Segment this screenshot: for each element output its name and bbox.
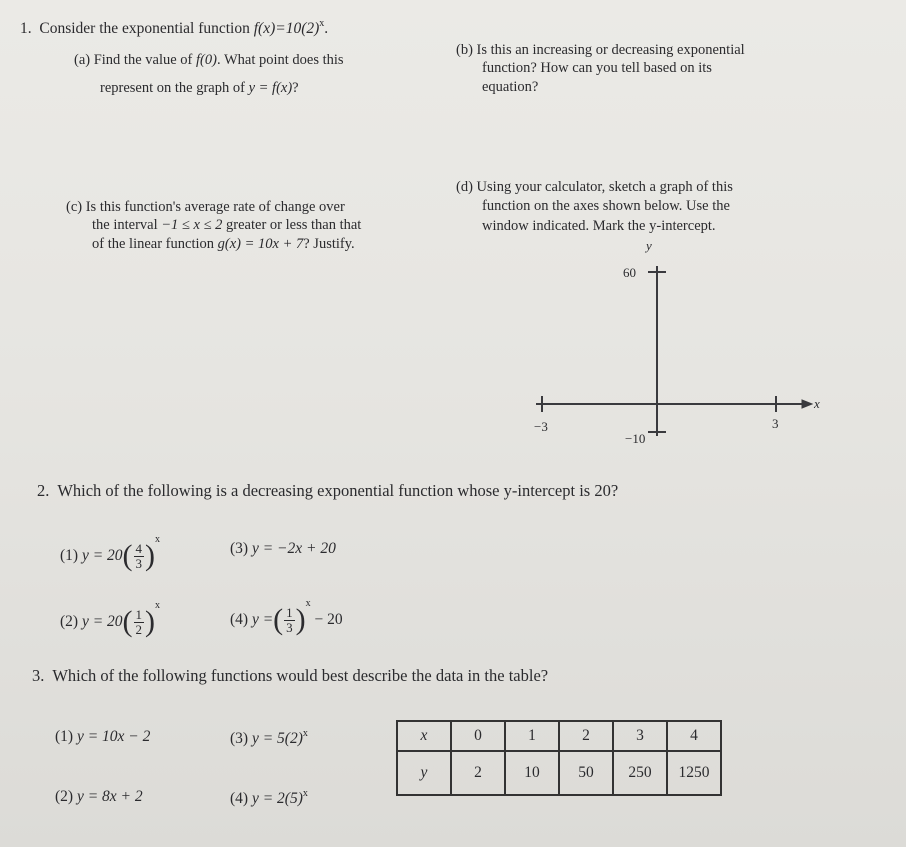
q1a-line1	[74, 52, 344, 69]
q1b-text-1: Is this an increasing or decreasing exponential	[476, 42, 745, 58]
q2-choice-3[interactable]	[230, 540, 336, 558]
q1c-line1	[66, 199, 345, 216]
q1a-qmark: ?	[292, 80, 299, 96]
q2-choice-1[interactable]: (1) y = 20( $\frac{4}{3}$ )$^x$	[60, 534, 161, 573]
q3-choice-3-expr: y = 5(2)	[251, 730, 303, 747]
q3-choice-4-exp: x	[302, 788, 308, 799]
q3-choice-4-expr: y = 2(5)	[251, 790, 303, 807]
y-max-label: 60	[623, 265, 636, 280]
table-cell: 10	[505, 751, 559, 795]
q1d-line3: window indicated. Mark the y-intercept.	[482, 218, 716, 234]
q1a-text-2: . What point does this	[216, 52, 344, 68]
q1d-line2: function on the axes shown below. Use the	[482, 198, 730, 214]
q2-choice-4[interactable]: (4) y =( $\frac{1}{3}$ )$^x$ − 20	[230, 598, 343, 637]
table-cell: 4	[667, 721, 721, 751]
q2-choice-4-num: 1	[286, 605, 293, 621]
q1a-label: (a)	[74, 52, 91, 68]
q1b-line2: function? How can you tell based on its	[482, 60, 712, 76]
q3-choice-3-exp: x	[302, 728, 308, 739]
q2-choice-4-label: (4)	[230, 611, 249, 628]
q1a-text-3: represent on the graph of	[100, 80, 245, 96]
table-cell: 1	[505, 721, 559, 751]
q2-choice-2-den: 2	[135, 621, 143, 637]
q1c-text-3: greater or less than that	[226, 217, 362, 233]
q2-choice-1-fraction	[134, 542, 145, 570]
q2-choice-1-lhs: y = 20	[81, 547, 123, 564]
q2-number: 2.	[37, 481, 50, 500]
q2-choice-4-exp: x	[305, 598, 311, 609]
q1a-f0: f(0)	[196, 52, 217, 68]
q2-question: Which of the following is a decreasing exponential function whose y-intercept is 20?	[57, 481, 619, 500]
q2-choice-2-lhs: y = 20	[81, 613, 123, 630]
q3-choice-2-expr: y = 8x + 2	[76, 788, 143, 805]
q2-choice-1-num: 4	[135, 541, 143, 557]
q1d-axes[interactable]	[520, 236, 830, 452]
table-cell: 0	[451, 721, 505, 751]
q1a-text-1: Find the value of	[93, 52, 193, 68]
q3-choice-4[interactable]	[230, 788, 308, 808]
q1a-line2	[100, 80, 299, 97]
q1-heading: 1. Consider the exponential function $f(x)=10(2)^x$.	[20, 18, 329, 37]
q1d-line1	[456, 179, 733, 196]
q1b-label: (b)	[456, 42, 473, 58]
q2-choice-2-num: 1	[135, 607, 143, 623]
q2-choice-1-den: 3	[135, 555, 143, 571]
q1c-g-function: g(x) = 10x + 7	[217, 236, 304, 252]
table-cell: 2	[451, 751, 505, 795]
table-cell: 250	[613, 751, 667, 795]
q2-heading	[37, 482, 618, 501]
q1b-line3: equation?	[482, 79, 539, 95]
q1c-line2	[92, 217, 361, 234]
table-cell: 3	[613, 721, 667, 751]
q1d-label: (d)	[456, 179, 473, 195]
q2-choice-1-exp: x	[155, 534, 161, 545]
q3-choice-4-label: (4)	[230, 790, 249, 807]
q3-heading	[32, 667, 548, 686]
q3-question: Which of the following functions would best describe the data in the table?	[52, 666, 549, 685]
table-cell: 50	[559, 751, 613, 795]
q3-choice-1-expr: y = 10x − 2	[76, 728, 151, 745]
q3-choice-2-label: (2)	[55, 788, 74, 805]
q3-choice-1[interactable]	[55, 728, 150, 746]
q2-choice-1-label: (1)	[60, 547, 79, 564]
q2-choice-2[interactable]: (2) y = 20( $\frac{1}{2}$ )$^x$	[60, 600, 161, 639]
q1c-text-4: of the linear function	[92, 236, 214, 252]
x-min-label: −3	[534, 419, 548, 434]
x-max-label: 3	[772, 416, 779, 431]
q2-choice-3-label: (3)	[230, 540, 249, 557]
q2-choice-4-rhs: − 20	[314, 611, 343, 628]
q1-function: f(x)=10(2)	[253, 20, 320, 37]
q1d-text-1: Using your calculator, sketch a graph of this	[476, 179, 733, 195]
q1c-line3	[92, 236, 355, 253]
q1c-interval: −1 ≤ x ≤ 2	[161, 217, 223, 233]
x-axis-label: x	[814, 396, 820, 411]
q2-choice-4-fraction	[284, 606, 295, 634]
q2-choice-2-fraction	[134, 608, 145, 636]
y-axis-label: y	[646, 238, 652, 253]
q2-choice-2-exp: x	[155, 600, 161, 611]
q3-choice-1-label: (1)	[55, 728, 74, 745]
table-row-x	[397, 721, 721, 751]
q1c-text-1: Is this function's average rate of change over	[85, 199, 345, 215]
q1c-justify: ? Justify.	[303, 236, 355, 252]
q3-choice-3[interactable]	[230, 728, 308, 748]
table-cell: 2	[559, 721, 613, 751]
q1-number: 1.	[20, 20, 32, 37]
table-header-x: x	[397, 721, 451, 751]
q2-choice-2-label: (2)	[60, 613, 79, 630]
q2-choice-3-expr: y = −2x + 20	[251, 540, 336, 557]
q2-choice-4-den: 3	[286, 619, 293, 635]
q1c-text-2: the interval	[92, 217, 158, 233]
q1b-line1	[456, 42, 745, 59]
table-row-y	[397, 751, 721, 795]
q3-choice-2[interactable]	[55, 788, 143, 806]
q1a-y-eq: y = f(x)	[248, 80, 293, 96]
table-header-y: y	[397, 751, 451, 795]
x-axis-arrow	[802, 400, 812, 408]
q3-number: 3.	[32, 666, 45, 685]
y-min-label: −10	[625, 431, 646, 446]
q3-data-table	[396, 720, 722, 796]
table-cell: 1250	[667, 751, 721, 795]
q1-function-exp: x	[319, 18, 325, 29]
q1c-label: (c)	[66, 199, 83, 215]
q2-choice-4-lhs: y =	[251, 611, 274, 628]
q3-choice-3-label: (3)	[230, 730, 249, 747]
q1-intro: Consider the exponential function	[39, 20, 250, 37]
